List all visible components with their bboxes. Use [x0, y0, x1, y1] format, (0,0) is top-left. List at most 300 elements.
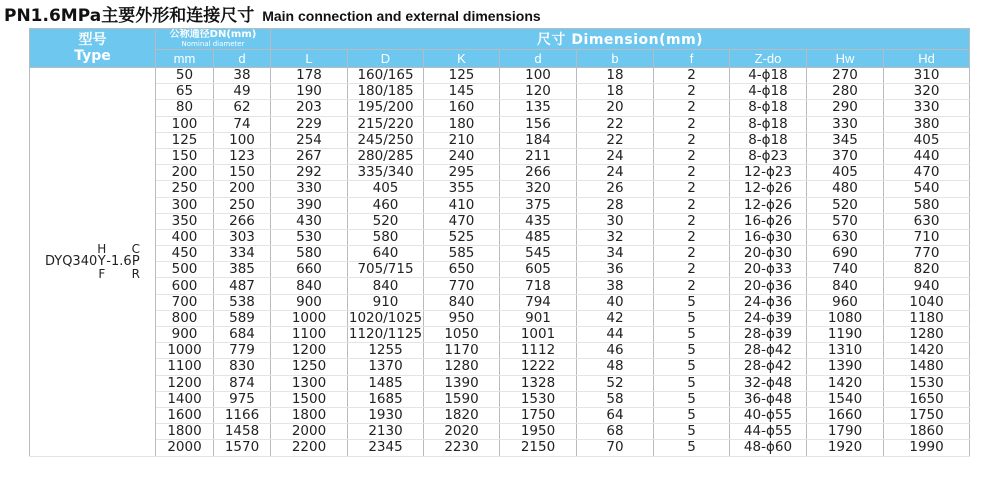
table-cell: 1400 — [156, 391, 214, 407]
table-cell: 400 — [156, 229, 214, 245]
header-type-en: Type — [74, 48, 111, 64]
table-cell: 266 — [500, 165, 577, 181]
table-cell: 520 — [807, 197, 884, 213]
table-cell: 820 — [884, 262, 970, 278]
table-cell: 8-ϕ23 — [730, 148, 807, 164]
model-option-2 — [132, 243, 140, 280]
subheader-cell: L — [271, 50, 348, 68]
table-cell: 184 — [500, 132, 577, 148]
table-row — [30, 440, 970, 456]
table-cell: 2 — [654, 246, 730, 262]
table-cell: 520 — [348, 213, 424, 229]
table-row — [30, 391, 970, 407]
table-cell: 1000 — [156, 343, 214, 359]
table-cell: 1120/1125 — [348, 326, 423, 343]
table-cell: 1050 — [424, 327, 500, 343]
table-cell: 718 — [500, 278, 577, 294]
table-cell: 156 — [500, 116, 577, 132]
table-cell: 74 — [214, 116, 271, 132]
table-cell: 290 — [807, 100, 884, 116]
table-cell: 1280 — [884, 327, 970, 343]
table-cell: 1170 — [424, 343, 500, 359]
table-cell: 2 — [654, 84, 730, 100]
table-cell: 40 — [577, 294, 654, 310]
table-cell: 1080 — [807, 310, 884, 326]
table-cell: 38 — [214, 68, 271, 84]
table-cell: 5 — [654, 407, 730, 423]
table-cell: 355 — [424, 181, 500, 197]
subheader-cell: f — [654, 50, 730, 68]
table-cell: 740 — [807, 262, 884, 278]
table-cell: 1750 — [884, 407, 970, 423]
table-cell: 334 — [214, 246, 271, 262]
table-row — [30, 165, 970, 181]
table-cell: 1920 — [807, 440, 884, 456]
table-cell: 20-ϕ33 — [730, 262, 807, 278]
table-cell: 840 — [271, 278, 348, 294]
table-cell: 2130 — [348, 424, 424, 440]
table-cell: 100 — [156, 116, 214, 132]
table-cell: 44 — [577, 327, 654, 343]
subheader-cell: b — [577, 50, 654, 68]
table-cell: 690 — [807, 246, 884, 262]
table-cell: 20 — [577, 100, 654, 116]
table-cell: 2 — [654, 181, 730, 197]
model-code — [45, 243, 140, 280]
table-cell: 1300 — [271, 375, 348, 391]
table-cell: 1820 — [424, 407, 500, 423]
table-cell: 470 — [424, 213, 500, 229]
table-cell: 1190 — [807, 327, 884, 343]
table-cell: 5 — [654, 424, 730, 440]
table-cell: 2000 — [271, 424, 348, 440]
table-row — [30, 359, 970, 375]
table-cell: 530 — [271, 229, 348, 245]
table-cell: 900 — [271, 294, 348, 310]
table-cell: 1860 — [884, 424, 970, 440]
table-cell: 2200 — [271, 440, 348, 456]
table-cell: 1950 — [500, 424, 577, 440]
table-cell: 1790 — [807, 424, 884, 440]
table-cell: 390 — [271, 197, 348, 213]
table-cell: 650 — [424, 262, 500, 278]
table-cell: 250 — [214, 197, 271, 213]
table-cell: 710 — [884, 229, 970, 245]
table-cell: 910 — [348, 294, 424, 310]
table-cell: 280 — [807, 84, 884, 100]
table-cell: 705/715 — [348, 262, 424, 278]
table-cell: 487 — [214, 278, 271, 294]
table-cell: 840 — [424, 294, 500, 310]
table-cell: 200 — [156, 165, 214, 181]
table-cell: 292 — [271, 165, 348, 181]
table-cell: 405 — [884, 132, 970, 148]
table-cell: 62 — [214, 100, 271, 116]
table-cell: 145 — [424, 84, 500, 100]
table-cell: 435 — [500, 213, 577, 229]
table-row — [30, 310, 970, 326]
table-cell: 605 — [500, 262, 577, 278]
table-cell: 120 — [500, 84, 577, 100]
table-cell: 2 — [654, 165, 730, 181]
table-cell: 1990 — [884, 440, 970, 456]
table-cell: 1390 — [807, 359, 884, 375]
table-cell: 2 — [654, 100, 730, 116]
table-cell: 229 — [271, 116, 348, 132]
table-cell: 40-ϕ55 — [730, 407, 807, 423]
table-cell: 600 — [156, 278, 214, 294]
table-cell: 430 — [271, 213, 348, 229]
table-cell: 1485 — [348, 375, 424, 391]
subheader-cell: mm — [156, 50, 214, 68]
table-cell: 1480 — [884, 359, 970, 375]
table-cell: 215/220 — [348, 116, 424, 132]
table-cell: 874 — [214, 375, 271, 391]
table-cell: 32-ϕ48 — [730, 375, 807, 391]
table-cell: 1530 — [884, 375, 970, 391]
table-cell: 20-ϕ30 — [730, 246, 807, 262]
dimension-table — [29, 28, 970, 457]
table-cell: 5 — [654, 375, 730, 391]
table-cell: 770 — [884, 246, 970, 262]
table-cell: 410 — [424, 197, 500, 213]
model-prefix: DYQ340 — [44, 254, 98, 270]
table-cell: 2345 — [348, 440, 424, 456]
table-cell: 64 — [577, 407, 654, 423]
table-cell: 24-ϕ39 — [730, 310, 807, 326]
table-row — [30, 294, 970, 310]
table-cell: 8-ϕ18 — [730, 132, 807, 148]
table-cell: 1222 — [500, 359, 577, 375]
table-cell: 20-ϕ36 — [730, 278, 807, 294]
table-cell: 1590 — [424, 391, 500, 407]
table-cell: 42 — [577, 310, 654, 326]
table-cell: 540 — [884, 181, 970, 197]
table-cell: 370 — [807, 148, 884, 164]
table-cell: 135 — [500, 100, 577, 116]
table-cell: 2 — [654, 278, 730, 294]
table-cell: 123 — [214, 148, 271, 164]
table-cell: 4-ϕ18 — [730, 68, 807, 84]
table-cell: 30 — [577, 213, 654, 229]
table-cell: 267 — [271, 148, 348, 164]
table-cell: 794 — [500, 294, 577, 310]
model-option-1 — [97, 243, 106, 280]
table-cell: 38 — [577, 278, 654, 294]
table-cell: 1000 — [271, 310, 348, 326]
header-nominal — [156, 29, 271, 50]
table-cell: 270 — [807, 68, 884, 84]
table-cell: 1166 — [214, 407, 271, 423]
table-row — [30, 407, 970, 423]
table-cell: 203 — [271, 100, 348, 116]
table-cell: 24 — [577, 165, 654, 181]
table-cell: 1530 — [500, 391, 577, 407]
table-cell: 350 — [156, 213, 214, 229]
table-cell: 200 — [214, 181, 271, 197]
table-cell: 320 — [884, 84, 970, 100]
table-cell: 34 — [577, 246, 654, 262]
table-cell: 303 — [214, 229, 271, 245]
table-cell: 65 — [156, 84, 214, 100]
table-row — [30, 148, 970, 164]
table-row — [30, 278, 970, 294]
table-cell: 1020/1025 — [348, 310, 423, 326]
table-row — [30, 229, 970, 245]
table-cell: 1250 — [271, 359, 348, 375]
table-row — [30, 213, 970, 229]
table-cell: 310 — [884, 68, 970, 84]
table-row — [30, 100, 970, 116]
model-top2: C — [131, 242, 141, 257]
model-bot2: R — [131, 267, 141, 282]
table-cell: 26 — [577, 181, 654, 197]
table-cell: 125 — [424, 68, 500, 84]
table-cell: 1255 — [348, 343, 424, 359]
table-cell: 240 — [424, 148, 500, 164]
table-cell: 24-ϕ36 — [730, 294, 807, 310]
table-cell: 1390 — [424, 375, 500, 391]
table-cell: 5 — [654, 359, 730, 375]
table-cell: 150 — [214, 165, 271, 181]
table-cell: 28-ϕ39 — [730, 327, 807, 343]
table-cell: 1001 — [500, 327, 577, 343]
table-cell: 485 — [500, 229, 577, 245]
subheader-cell: D — [348, 50, 424, 68]
table-cell: 589 — [214, 310, 271, 326]
table-cell: 901 — [500, 310, 577, 326]
table-cell: 36-ϕ48 — [730, 391, 807, 407]
table-cell: 48-ϕ60 — [730, 440, 807, 456]
table-cell: 975 — [214, 391, 271, 407]
table-cell: 840 — [807, 278, 884, 294]
table-cell: 250 — [156, 181, 214, 197]
table-cell: 2 — [654, 132, 730, 148]
table-cell: 500 — [156, 262, 214, 278]
table-cell: 2230 — [424, 440, 500, 456]
table-row — [30, 327, 970, 343]
table-row — [30, 68, 970, 84]
table-cell: 5 — [654, 294, 730, 310]
header-nominal-en: Nominal diameter — [181, 40, 245, 48]
header-type-cn: 型号 — [78, 32, 107, 48]
table-cell: 36 — [577, 262, 654, 278]
table-cell: 405 — [807, 165, 884, 181]
table-cell: 480 — [807, 181, 884, 197]
table-cell: 16-ϕ26 — [730, 213, 807, 229]
table-cell: 320 — [500, 181, 577, 197]
table-cell: 12-ϕ23 — [730, 165, 807, 181]
table-cell: 1540 — [807, 391, 884, 407]
table-cell: 2 — [654, 213, 730, 229]
page-title — [4, 1, 541, 25]
table-cell: 660 — [271, 262, 348, 278]
table-cell: 180/185 — [348, 84, 424, 100]
table-cell: 2 — [654, 262, 730, 278]
table-cell: 525 — [424, 229, 500, 245]
table-cell: 5 — [654, 327, 730, 343]
table-cell: 1800 — [271, 407, 348, 423]
table-cell: 160/165 — [348, 68, 424, 84]
table-cell: 5 — [654, 343, 730, 359]
table-cell: 1570 — [214, 440, 271, 456]
table-cell: 5 — [654, 391, 730, 407]
table-cell: 100 — [214, 132, 271, 148]
table-cell: 1800 — [156, 424, 214, 440]
table-cell: 2 — [654, 68, 730, 84]
table-cell: 125 — [156, 132, 214, 148]
table-cell: 295 — [424, 165, 500, 181]
model-cell — [30, 68, 156, 457]
table-cell: 800 — [156, 310, 214, 326]
table-cell: 2020 — [424, 424, 500, 440]
table-cell: 1420 — [884, 343, 970, 359]
subheader-cell: Hw — [807, 50, 884, 68]
table-cell: 830 — [214, 359, 271, 375]
table-row — [30, 375, 970, 391]
table-cell: 46 — [577, 343, 654, 359]
table-cell: 1200 — [156, 375, 214, 391]
table-cell: 585 — [424, 246, 500, 262]
table-cell: 5 — [654, 310, 730, 326]
table-cell: 68 — [577, 424, 654, 440]
table-cell: 375 — [500, 197, 577, 213]
table-cell: 684 — [214, 327, 271, 343]
table-cell: 950 — [424, 310, 500, 326]
model-mid2: P — [131, 254, 140, 270]
table-cell: 70 — [577, 440, 654, 456]
table-cell: 8-ϕ18 — [730, 100, 807, 116]
table-cell: 211 — [500, 148, 577, 164]
table-cell: 1100 — [156, 359, 214, 375]
table-cell: 32 — [577, 229, 654, 245]
table-cell: 580 — [884, 197, 970, 213]
table-cell: 80 — [156, 100, 214, 116]
table-cell: 210 — [424, 132, 500, 148]
table-cell: 900 — [156, 327, 214, 343]
table-cell: 1100 — [271, 327, 348, 343]
table-row — [30, 132, 970, 148]
header-type — [30, 29, 156, 68]
table-cell: 2 — [654, 229, 730, 245]
table-cell: 470 — [884, 165, 970, 181]
table-cell: 5 — [654, 440, 730, 456]
table-cell: 1685 — [348, 391, 424, 407]
model-pressure: -1.6 — [106, 254, 132, 270]
table-cell: 1458 — [214, 424, 271, 440]
table-cell: 940 — [884, 278, 970, 294]
table-cell: 1112 — [500, 343, 577, 359]
table-row — [30, 262, 970, 278]
subheader-cell: d — [500, 50, 577, 68]
subheader-row — [30, 50, 970, 68]
table-cell: 460 — [348, 197, 424, 213]
table-row — [30, 197, 970, 213]
table-cell: 1370 — [348, 359, 424, 375]
table-cell: 300 — [156, 197, 214, 213]
table-cell: 24 — [577, 148, 654, 164]
table-cell: 12-ϕ26 — [730, 181, 807, 197]
table-cell: 330 — [807, 116, 884, 132]
table-cell: 150 — [156, 148, 214, 164]
table-cell: 1750 — [500, 407, 577, 423]
table-cell: 49 — [214, 84, 271, 100]
table-cell: 160 — [424, 100, 500, 116]
subheader-cell: Hd — [884, 50, 970, 68]
model-bot1: F — [98, 267, 106, 282]
table-row — [30, 116, 970, 132]
table-cell: 1310 — [807, 343, 884, 359]
table-cell: 195/200 — [348, 100, 424, 116]
table-cell: 180 — [424, 116, 500, 132]
table-cell: 22 — [577, 116, 654, 132]
subheader-cell: d — [214, 50, 271, 68]
table-cell: 18 — [577, 84, 654, 100]
table-cell: 580 — [348, 229, 424, 245]
table-row — [30, 181, 970, 197]
table-cell: 1650 — [884, 391, 970, 407]
table-cell: 538 — [214, 294, 271, 310]
table-cell: 18 — [577, 68, 654, 84]
table-cell: 12-ϕ26 — [730, 197, 807, 213]
table-cell: 44-ϕ55 — [730, 424, 807, 440]
table-cell: 345 — [807, 132, 884, 148]
table-cell: 1420 — [807, 375, 884, 391]
table-cell: 2 — [654, 116, 730, 132]
table-cell: 770 — [424, 278, 500, 294]
table-cell: 8-ϕ18 — [730, 116, 807, 132]
table-cell: 2150 — [500, 440, 577, 456]
header-dimension: 尺寸 Dimension(mm) — [271, 29, 970, 50]
subheader-cell: Z-do — [730, 50, 807, 68]
table-cell: 1600 — [156, 407, 214, 423]
table-cell: 4-ϕ18 — [730, 84, 807, 100]
table-cell: 385 — [214, 262, 271, 278]
table-cell: 28-ϕ42 — [730, 343, 807, 359]
table-cell: 630 — [884, 213, 970, 229]
title-cn: PN1.6MPa主要外形和连接尺寸 — [4, 6, 255, 26]
title-en: Main connection and external dimensions — [262, 8, 541, 24]
table-row — [30, 246, 970, 262]
table-cell: 2000 — [156, 440, 214, 456]
table-cell: 254 — [271, 132, 348, 148]
table-row — [30, 424, 970, 440]
table-cell: 580 — [271, 246, 348, 262]
table-cell: 1328 — [500, 375, 577, 391]
table-cell: 450 — [156, 246, 214, 262]
table-cell: 52 — [577, 375, 654, 391]
table-cell: 22 — [577, 132, 654, 148]
table-cell: 266 — [214, 213, 271, 229]
table-cell: 1200 — [271, 343, 348, 359]
table-cell: 48 — [577, 359, 654, 375]
table-cell: 50 — [156, 68, 214, 84]
table-cell: 1280 — [424, 359, 500, 375]
table-cell: 28 — [577, 197, 654, 213]
table-cell: 1930 — [348, 407, 424, 423]
table-cell: 28-ϕ42 — [730, 359, 807, 375]
table-cell: 570 — [807, 213, 884, 229]
table-cell: 16-ϕ30 — [730, 229, 807, 245]
table-cell: 178 — [271, 68, 348, 84]
table-row — [30, 84, 970, 100]
table-cell: 245/250 — [348, 132, 424, 148]
table-cell: 630 — [807, 229, 884, 245]
table-cell: 1660 — [807, 407, 884, 423]
table-cell: 380 — [884, 116, 970, 132]
table-cell: 640 — [348, 246, 424, 262]
table-cell: 2 — [654, 148, 730, 164]
